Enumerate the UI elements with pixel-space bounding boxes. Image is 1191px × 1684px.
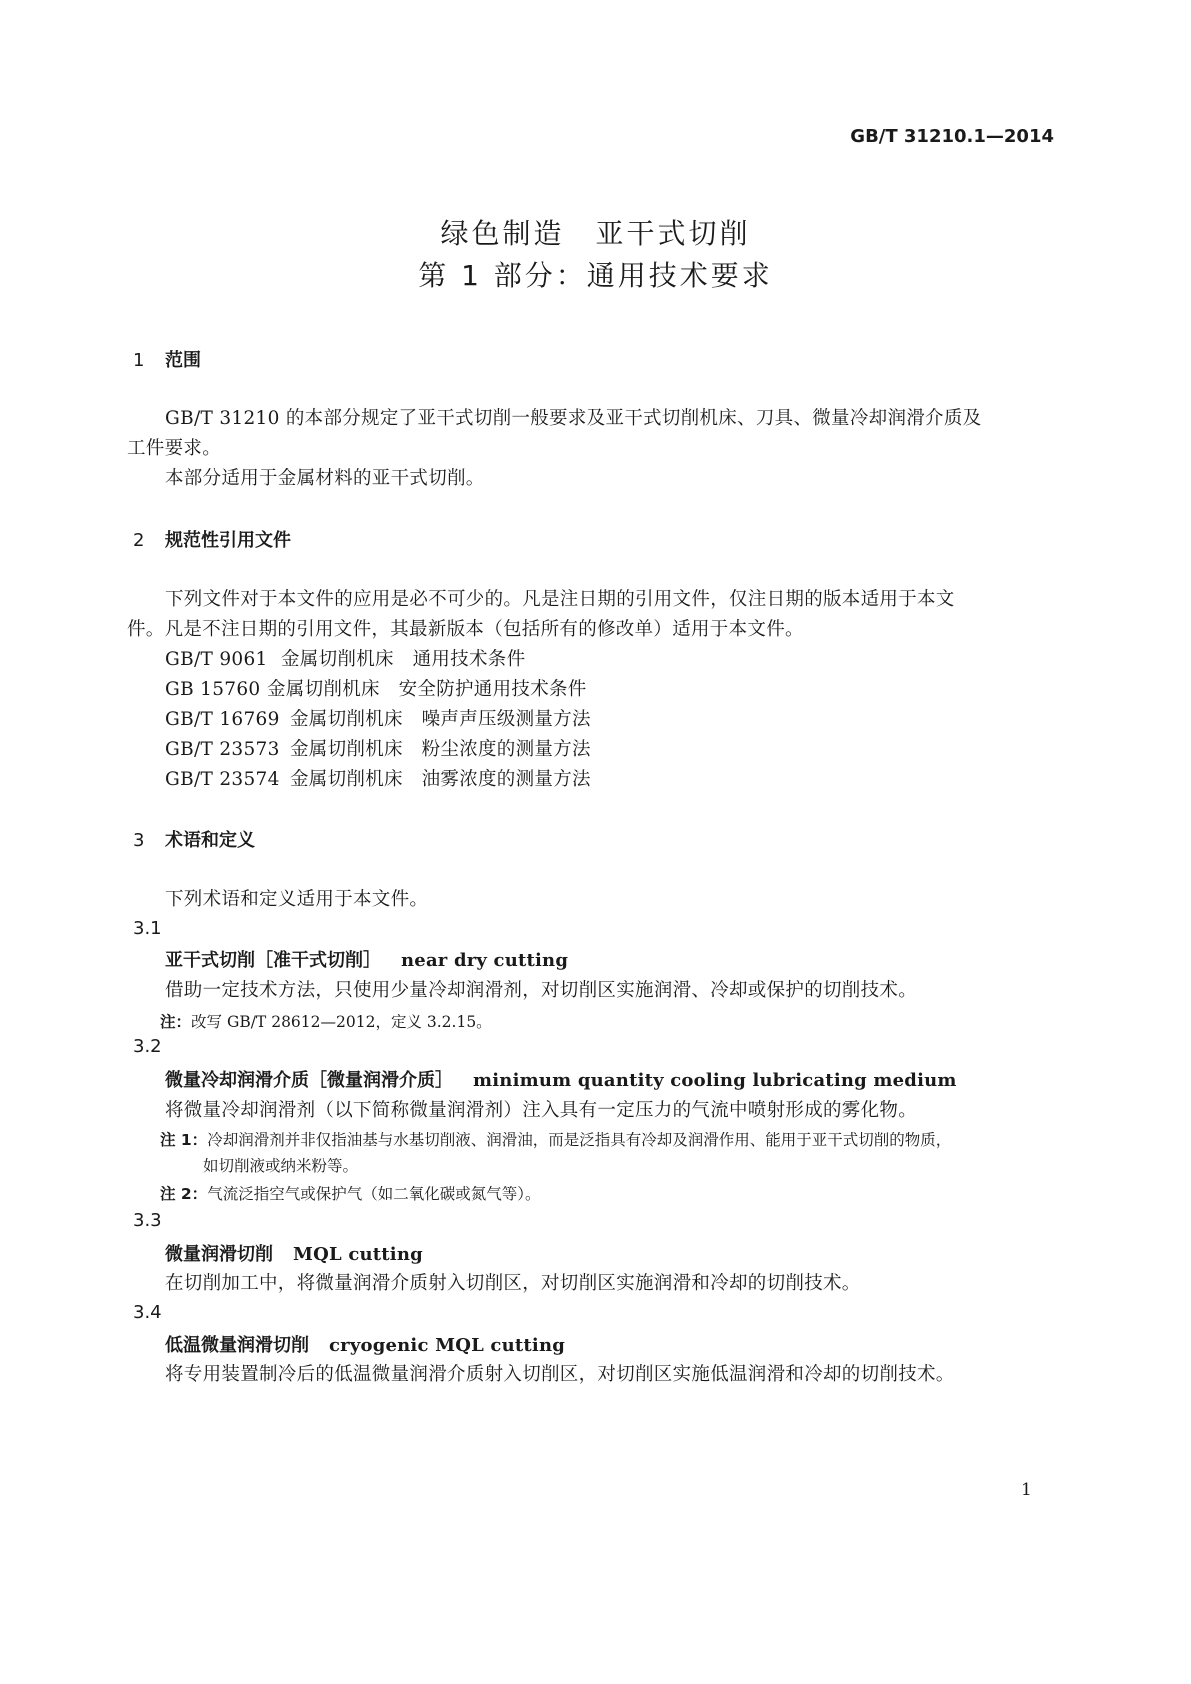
reference-title: 金属切削机床 粉尘浓度的测量方法 [290,739,591,760]
reference-title: 金属切削机床 油雾浓度的测量方法 [290,769,591,790]
term-english: minimum quantity cooling lubricating medium [473,1070,957,1091]
term-chinese: 微量冷却润滑介质［微量润滑介质］ [165,1070,453,1091]
section-number: 2 [133,530,145,551]
term-heading [165,1066,957,1092]
section-title: 范围 [165,350,201,371]
note-text: 改写 GB/T 28612—2012，定义 3.2.15。 [191,1013,492,1031]
note-text: 冷却润滑剂并非仅指油基与水基切削液、润滑油，而是泛指具有冷却及润滑作用、能用于亚干式切削的物质， [207,1131,952,1149]
document-title-line2: 第 1 部分：通用技术要求 [418,259,773,292]
term-english: near dry cutting [401,950,569,971]
note-label: 注： [160,1013,192,1031]
reference-code: GB/T 16769 [165,709,280,730]
paragraph: 件。凡是不注日期的引用文件，其最新版本（包括所有的修改单）适用于本文件。 [127,619,804,640]
term-chinese: 低温微量润滑切削 [165,1335,309,1356]
reference-item [165,705,591,731]
term-definition: 将专用装置制冷后的低温微量润滑介质射入切削区，对切削区实施低温润滑和冷却的切削技术。 [165,1364,955,1385]
reference-code: GB/T 23573 [165,739,280,760]
term-number: 3.4 [133,1302,162,1323]
section-heading-2 [133,526,291,552]
paragraph: 工件要求。 [127,438,222,459]
term-heading [165,1331,565,1357]
section-number: 3 [133,830,145,851]
reference-item [165,645,525,671]
reference-title: 金属切削机床 安全防护通用技术条件 [267,679,587,700]
term-definition: 将微量冷却润滑剂（以下简称微量润滑剂）注入具有一定压力的气流中喷射形成的雾化物。 [165,1100,918,1121]
term-number: 3.3 [133,1210,162,1231]
section-number: 1 [133,350,145,371]
term-english: cryogenic MQL cutting [329,1335,566,1356]
section-heading-1 [133,346,201,372]
reference-item [165,765,591,791]
reference-title: 金属切削机床 通用技术条件 [281,649,526,670]
note-label: 注 1： [160,1131,208,1149]
note [160,1010,492,1032]
reference-code: GB 15760 [165,679,261,700]
paragraph: 下列术语和定义适用于本文件。 [165,889,429,910]
section-title: 术语和定义 [165,830,255,851]
term-heading [165,946,568,972]
paragraph: 本部分适用于金属材料的亚干式切削。 [165,468,485,489]
reference-item [165,675,587,701]
note-label: 注 2： [160,1185,208,1203]
term-heading [165,1240,423,1266]
page-number: 1 [1021,1480,1032,1500]
note [160,1128,951,1150]
paragraph: 下列文件对于本文件的应用是必不可少的。凡是注日期的引用文件，仅注日期的版本适用于本文 [165,589,955,610]
term-number: 3.1 [133,918,162,939]
standard-number: GB/T 31210.1—2014 [850,126,1054,147]
term-number: 3.2 [133,1036,162,1057]
reference-title: 金属切削机床 噪声声压级测量方法 [290,709,591,730]
reference-item [165,735,591,761]
reference-code: GB/T 9061 [165,649,268,670]
term-definition: 在切削加工中，将微量润滑介质射入切削区，对切削区实施润滑和冷却的切削技术。 [165,1273,861,1294]
paragraph: GB/T 31210 的本部分规定了亚干式切削一般要求及亚干式切削机床、刀具、微量冷却润滑介质及 [165,408,982,429]
note-text: 气流泛指空气或保护气（如二氧化碳或氮气等）。 [207,1185,541,1203]
section-heading-3 [133,826,255,852]
document-title-line1: 绿色制造 亚干式切削 [440,217,751,250]
term-english: MQL cutting [293,1244,423,1265]
note [160,1182,540,1204]
reference-code: GB/T 23574 [165,769,280,790]
term-chinese: 亚干式切削［准干式切削］ [165,950,381,971]
term-chinese: 微量润滑切削 [165,1244,273,1265]
section-title: 规范性引用文件 [165,530,291,551]
note-continuation: 如切削液或纳米粉等。 [203,1157,359,1175]
term-definition: 借助一定技术方法，只使用少量冷却润滑剂，对切削区实施润滑、冷却或保护的切削技术。 [165,980,918,1001]
